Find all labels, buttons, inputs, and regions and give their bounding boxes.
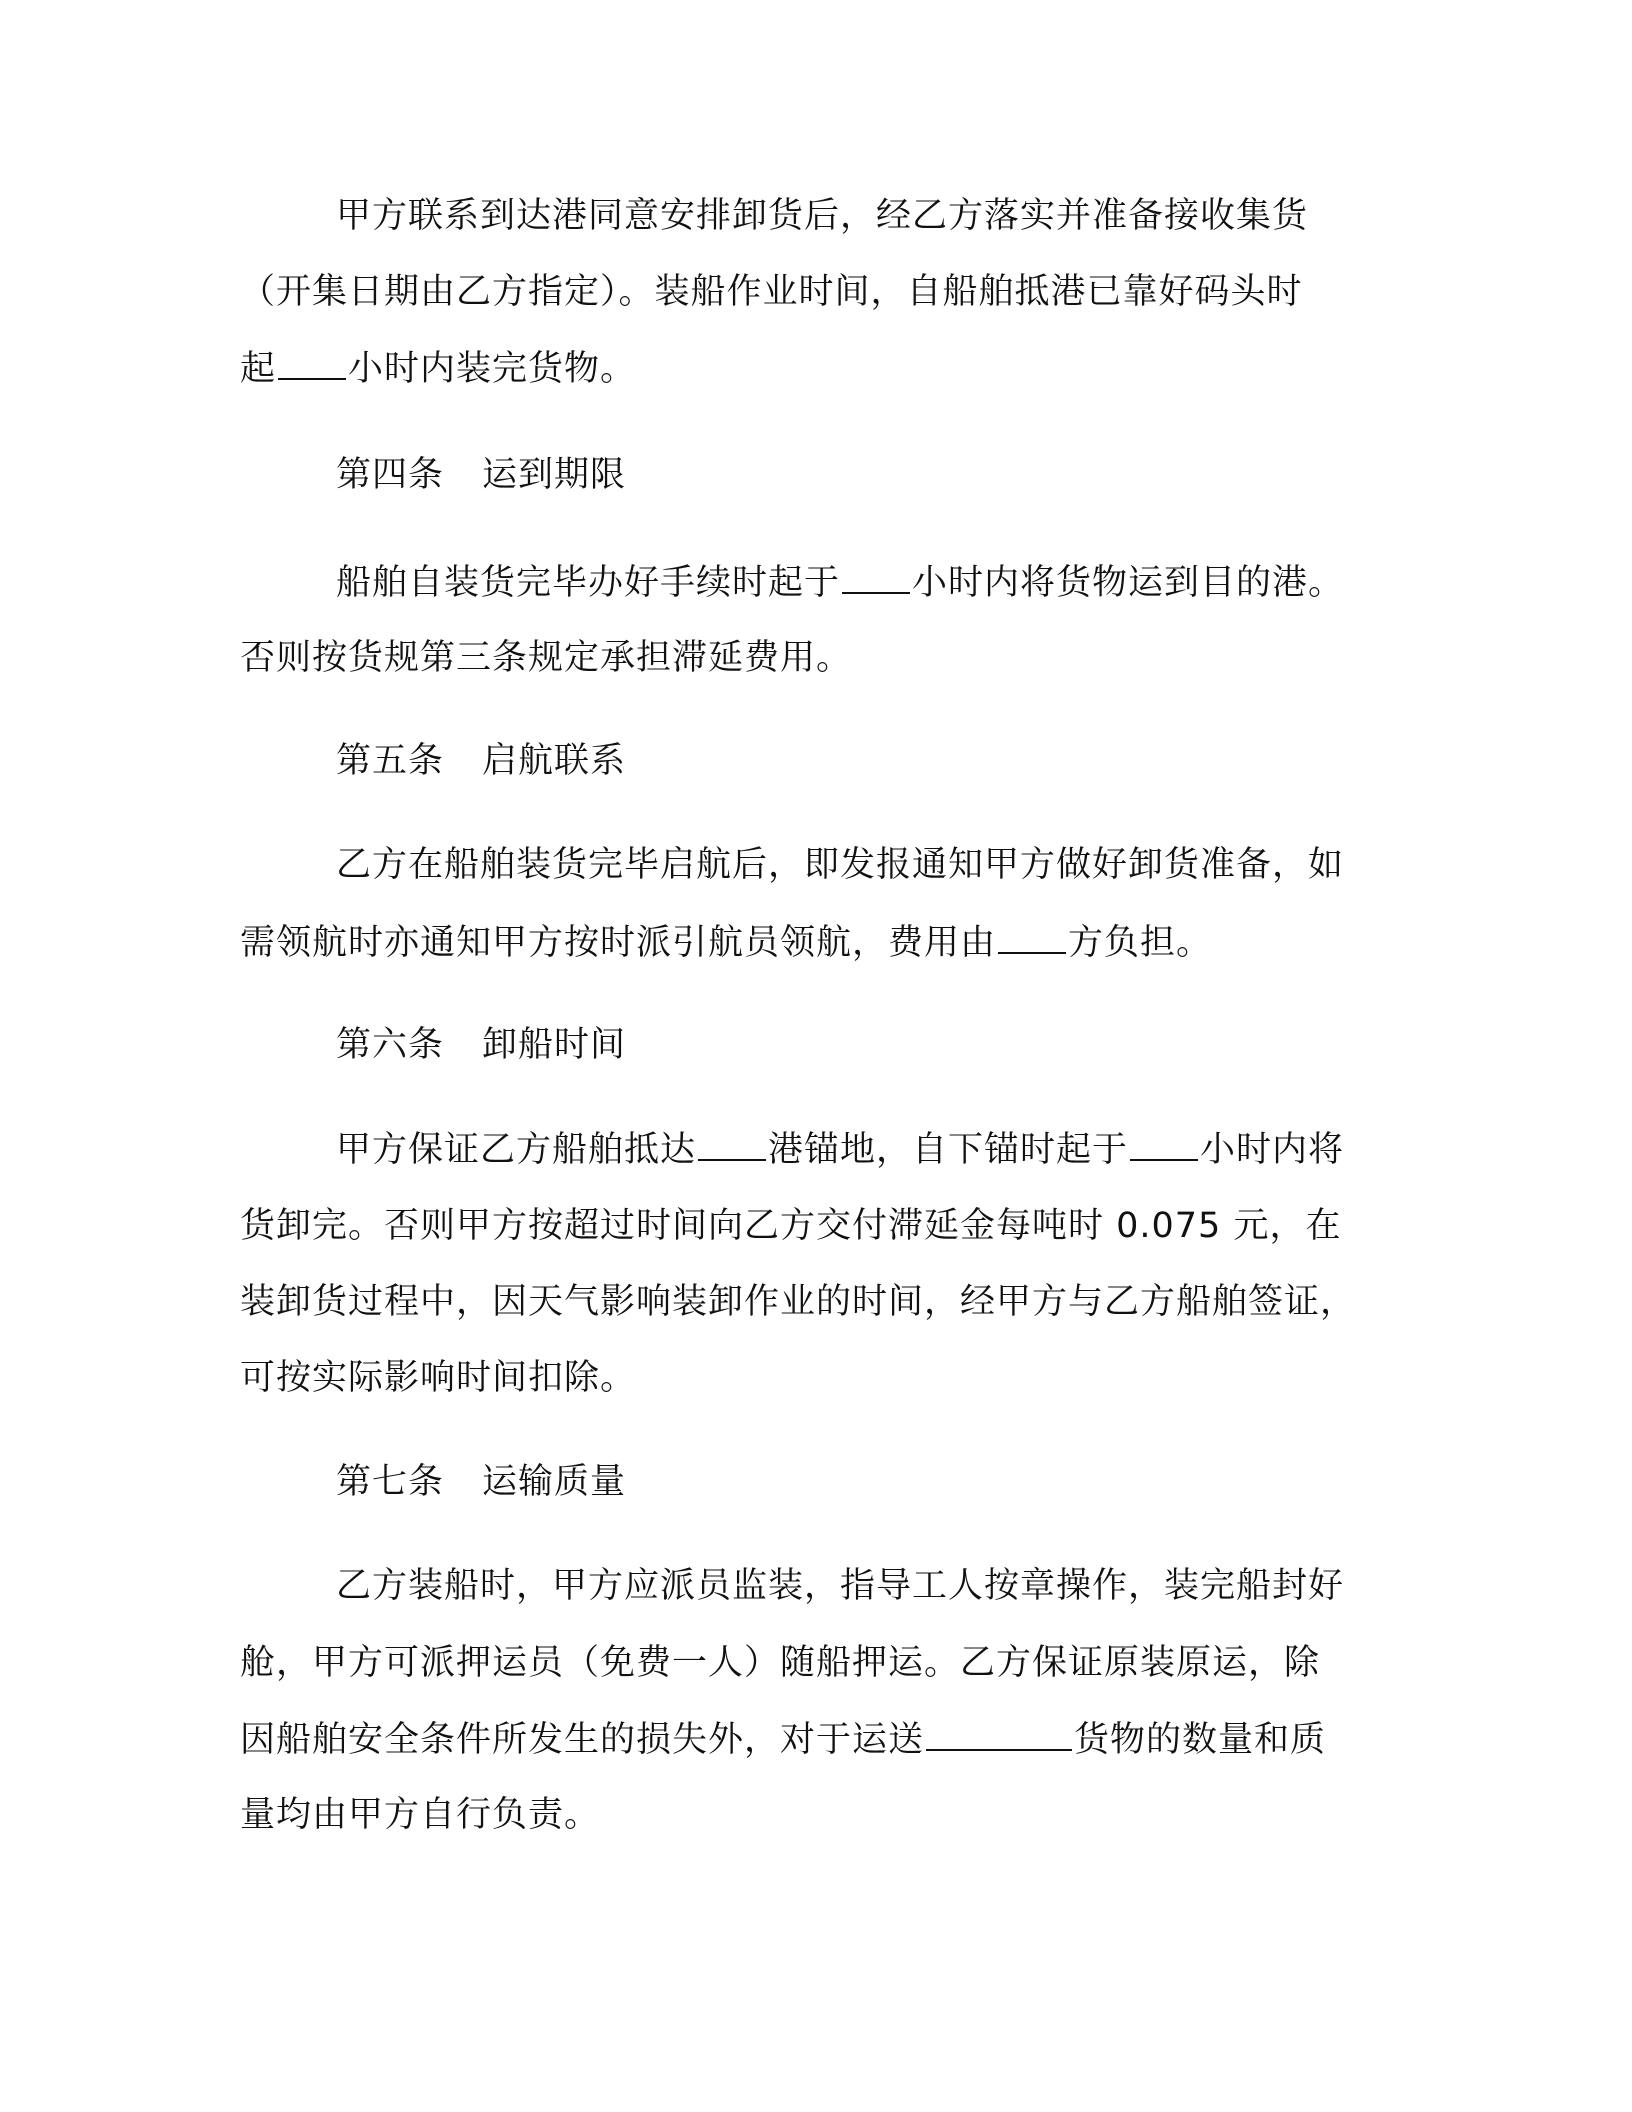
text: 乙方在船舶装货完毕启航后，即发报通知甲方做好卸货准备，如 (336, 845, 1345, 885)
article-number: 第七条 (336, 1462, 445, 1502)
article-number: 第五条 (336, 741, 445, 781)
text: 起 (240, 349, 277, 389)
paragraph-line (336, 196, 1308, 236)
text: 量均由甲方自行负责。 (240, 1795, 601, 1835)
paragraph-line (240, 638, 852, 678)
article-heading (336, 741, 626, 781)
text: 小时内将货物运到目的港。 (912, 563, 1345, 603)
article-title: 运到期限 (482, 455, 627, 495)
text: 乙方装船时，甲方应派员监装，指导工人按章操作，装完船封好 (336, 1566, 1345, 1606)
article-title: 启航联系 (482, 741, 627, 781)
fill-in-blank[interactable] (998, 922, 1066, 954)
text: 小时内将 (1200, 1130, 1345, 1170)
text: 需领航时亦通知甲方按时派引航员领航，费用由 (240, 923, 997, 963)
paragraph-line (240, 922, 1212, 963)
article-title: 运输质量 (482, 1462, 627, 1502)
paragraph-line (240, 348, 636, 389)
text: 可按实际影响时间扣除。 (240, 1358, 637, 1398)
article-number: 第四条 (336, 455, 445, 495)
paragraph-line (240, 1643, 1320, 1683)
text: 港锚地，自下锚时起于 (768, 1130, 1129, 1170)
paragraph-line (336, 1129, 1344, 1170)
article-heading (336, 1462, 626, 1502)
fill-in-blank[interactable] (278, 348, 346, 380)
article-number: 第六条 (336, 1025, 445, 1065)
text: 小时内装完货物。 (348, 349, 637, 389)
paragraph-line (240, 1282, 1356, 1322)
paragraph-line (336, 1566, 1344, 1606)
paragraph-line (240, 1358, 636, 1398)
fill-in-blank[interactable] (842, 562, 910, 594)
text: 舱，甲方可派押运员（免费一人）随船押运。乙方保证原装原运，除 (240, 1643, 1321, 1683)
text: 甲方联系到达港同意安排卸货后，经乙方落实并准备接收集货 (336, 196, 1309, 236)
paragraph-line (240, 1795, 600, 1835)
text: 方负担。 (1068, 923, 1213, 963)
fill-in-blank[interactable] (1130, 1129, 1198, 1161)
text: 船舶自装货完毕办好手续时起于 (336, 563, 841, 603)
text: 因船舶安全条件所发生的损失外，对于运送 (240, 1720, 925, 1760)
paragraph-line (240, 1206, 1341, 1246)
article-heading (336, 455, 626, 495)
article-title: 卸船时间 (482, 1025, 627, 1065)
paragraph-line (240, 1719, 1326, 1760)
paragraph-line (240, 272, 1303, 312)
fill-in-blank[interactable] (698, 1129, 766, 1161)
fill-in-blank[interactable] (926, 1719, 1072, 1751)
article-heading (336, 1025, 626, 1065)
text: （开集日期由乙方指定）。装船作业时间，自船舶抵港已靠好码头时 (240, 272, 1303, 312)
text: 甲方保证乙方船舶抵达 (336, 1130, 697, 1170)
text: 否则按货规第三条规定承担滞延费用。 (240, 638, 853, 678)
text: 装卸货过程中，因天气影响装卸作业的时间，经甲方与乙方船舶签证， (240, 1282, 1357, 1322)
paragraph-line (336, 562, 1344, 603)
paragraph-line (336, 845, 1344, 885)
text: 货卸完。否则甲方按超过时间向乙方交付滞延金每吨时 0.075 元，在 (240, 1206, 1342, 1246)
text: 货物的数量和质 (1074, 1720, 1327, 1760)
